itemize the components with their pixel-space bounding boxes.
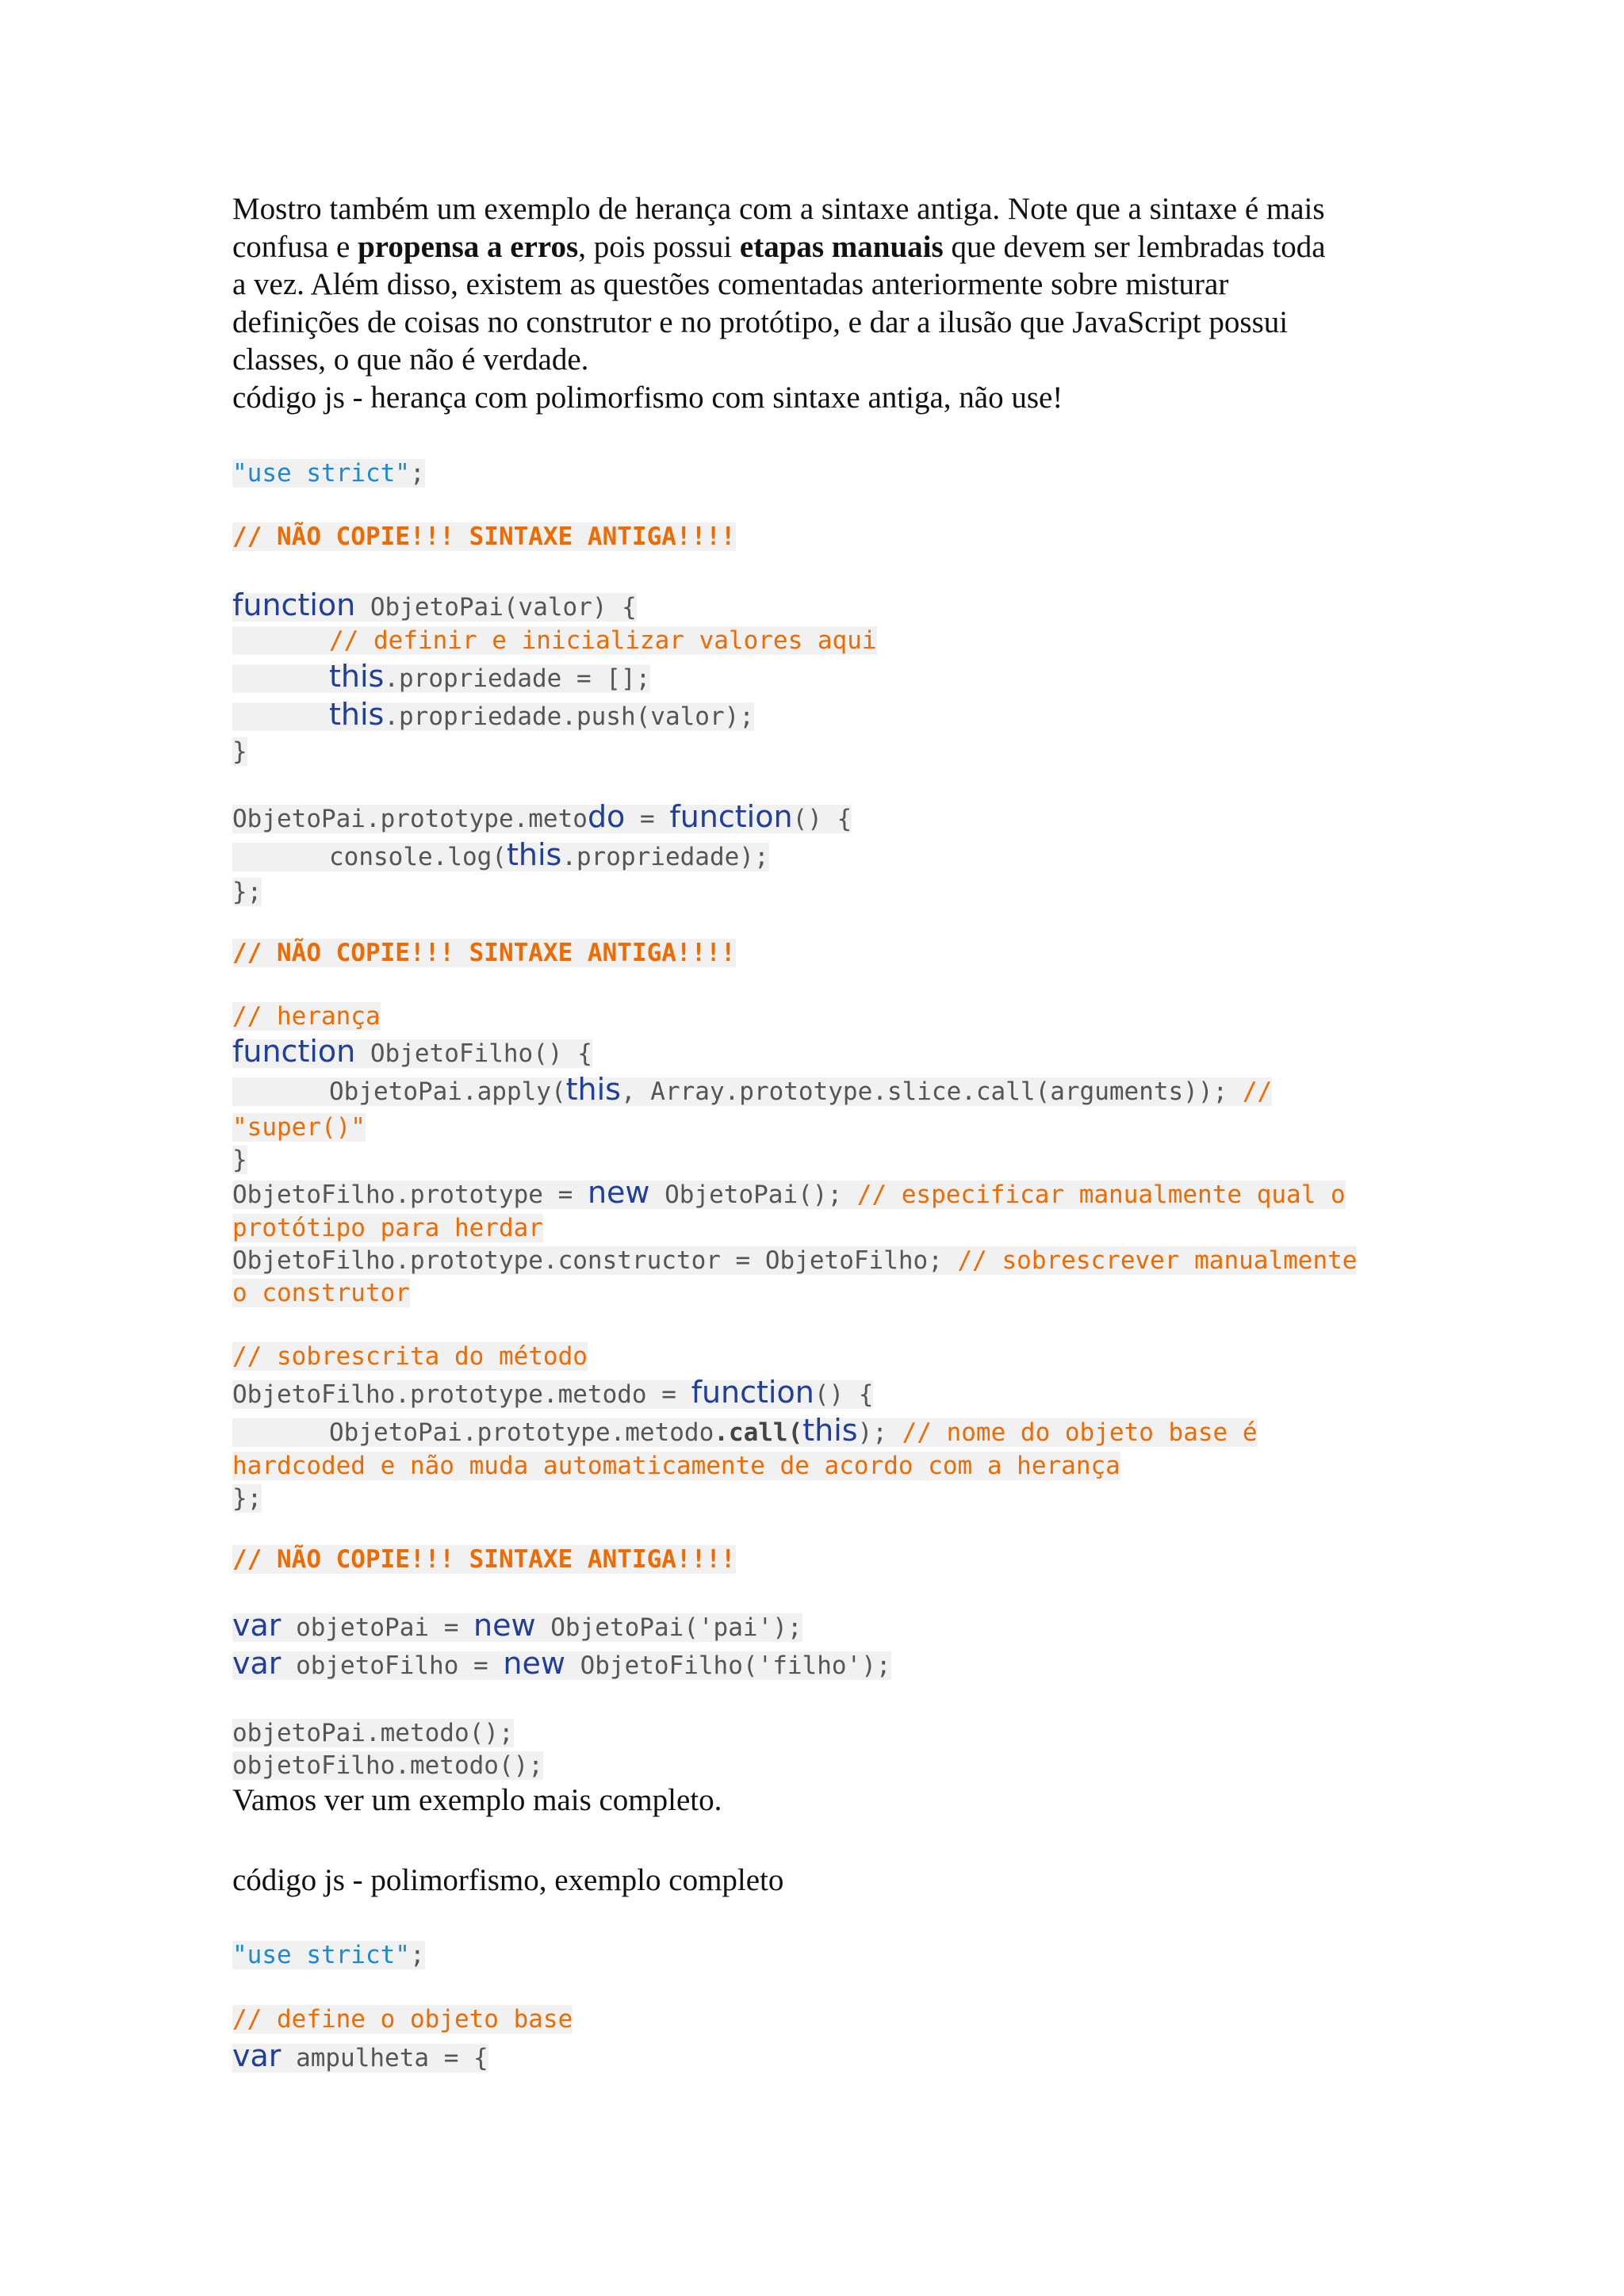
code-console-log: console.log(this.propriedade);: [232, 839, 769, 874]
intro-line-1: Mostro também um exemplo de herança com a sintaxe antiga. Note que a sintaxe é mais: [232, 192, 1325, 226]
code-var-ampulheta: var ampulheta = {: [232, 2038, 488, 2073]
code-warning-3: // NÃO COPIE!!! SINTAXE ANTIGA!!!!: [232, 1545, 736, 1574]
code-filho-metodo: ObjetoFilho.prototype.metodo = function() {: [232, 1375, 874, 1410]
code-call-filho: objetoFilho.metodo();: [232, 1751, 543, 1780]
code-caption-1: código js - herança com polimorfismo com sintaxe antiga, não use!: [232, 380, 1063, 415]
code-comment-heranca: // herança: [232, 1002, 381, 1031]
intro-line-2: confusa e propensa a erros, pois possui etapas manuais que devem ser lembradas toda: [232, 229, 1326, 264]
intro-line-4: definições de coisas no construtor e no protótipo, e dar a ilusão que JavaScript possui: [232, 304, 1289, 339]
code-close-brace-1: }: [232, 737, 247, 766]
code-comment-sobrescrita: // sobrescrita do método: [232, 1342, 588, 1371]
code-warning-2: // NÃO COPIE!!! SINTAXE ANTIGA!!!!: [232, 939, 736, 967]
intro-paragraph: [232, 190, 1406, 416]
intro-line-3: a vez. Além disso, existem as questões comentadas anteriormente sobre misturar: [232, 267, 1229, 301]
code-fn-objetopai: function ObjetoPai(valor) {: [232, 587, 637, 622]
code-close-brace-semi-2: };: [232, 1484, 262, 1513]
code-comment-definir: // definir e inicializar valores aqui: [232, 625, 877, 657]
code-var-objetofilho: var objetoFilho = new ObjetoFilho('filho');: [232, 1646, 891, 1681]
code-use-strict-1: "use strict";: [232, 459, 425, 488]
code-comment-define: // define o objeto base: [232, 2005, 573, 2034]
code-this-prop-push: this.propriedade.push(valor);: [232, 698, 754, 733]
code-warning-1: // NÃO COPIE!!! SINTAXE ANTIGA!!!!: [232, 522, 736, 551]
code-apply: ObjetoPai.apply(this, Array.prototype.slice.call(arguments)); //: [232, 1073, 1272, 1108]
code-comment-construtor: o construtor: [232, 1279, 410, 1307]
emphasis-etapas: etapas manuais: [739, 229, 944, 264]
code-filho-constructor: ObjetoFilho.prototype.constructor = ObjetoFilho; // sobrescrever manualmente: [232, 1246, 1358, 1275]
code-comment-super: "super()": [232, 1113, 366, 1142]
code-proto-metodo: ObjetoPai.prototype.metodo = function() {: [232, 799, 852, 834]
code-call-pai: objetoPai.metodo();: [232, 1719, 514, 1747]
code-this-prop-init: this.propriedade = [];: [232, 660, 650, 695]
code-comment-hardcoded: hardcoded e não muda automaticamente de acordo com a herança: [232, 1452, 1120, 1480]
code-var-objetopai: var objetoPai = new ObjetoPai('pai');: [232, 1608, 802, 1643]
intro-line-5: classes, o que não é verdade.: [232, 342, 589, 377]
emphasis-propensa: propensa a erros: [358, 229, 579, 264]
text-vamos-ver: Vamos ver um exemplo mais completo.: [232, 1783, 722, 1817]
code-caption-2: código js - polimorfismo, exemplo completo: [232, 1863, 784, 1897]
code-pai-call: ObjetoPai.prototype.metodo.call(this); // nome do objeto base é: [232, 1414, 1258, 1449]
code-comment-prototipo: protótipo para herdar: [232, 1214, 543, 1242]
code-use-strict-2: "use strict";: [232, 1941, 425, 1969]
code-fn-objetofilho: function ObjetoFilho() {: [232, 1034, 592, 1069]
code-filho-proto: ObjetoFilho.prototype = new ObjetoPai(); // especificar manualmente qual o: [232, 1175, 1346, 1210]
code-close-brace-semi-1: };: [232, 878, 262, 906]
code-close-brace-2: }: [232, 1146, 247, 1174]
